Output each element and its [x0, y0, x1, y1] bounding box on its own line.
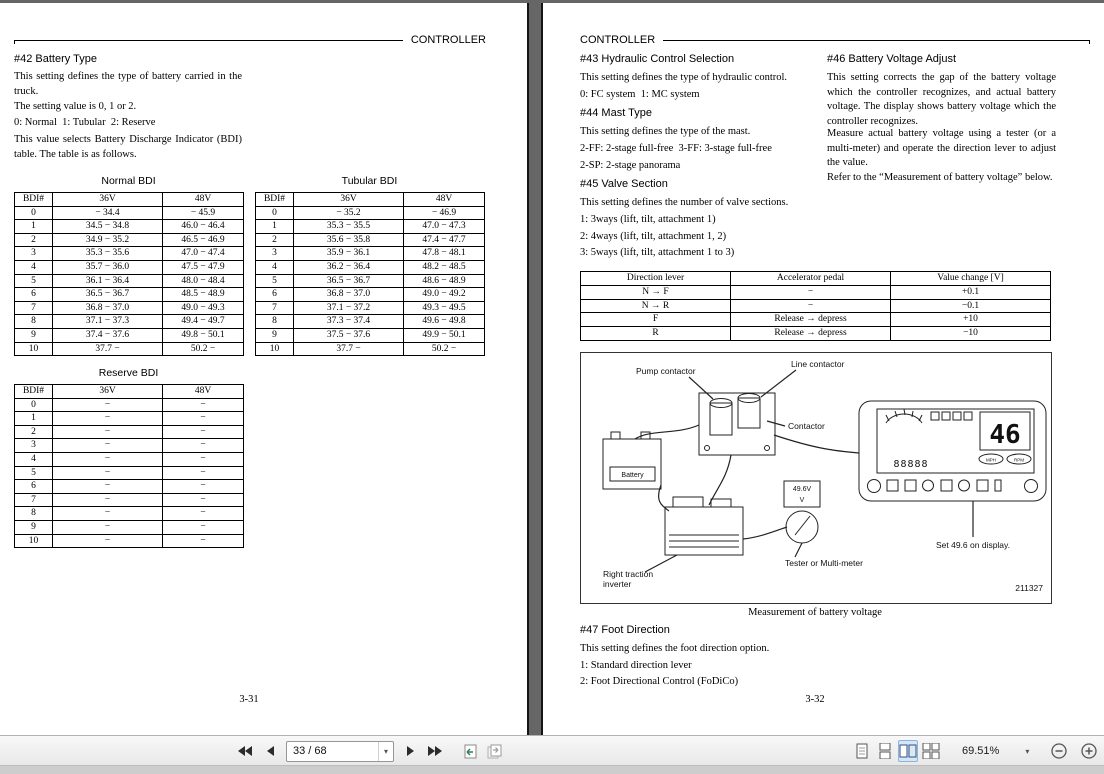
page-number-value: 33 / 68: [293, 745, 327, 757]
table-cell: 47.4 − 47.7: [404, 233, 485, 247]
table-cell: 4: [15, 260, 53, 274]
table-cell: 35.3 − 35.5: [294, 220, 404, 234]
option-line: 2: 4ways (lift, tilt, attachment 1, 2): [580, 231, 727, 242]
table-cell: 35.3 − 35.6: [53, 247, 163, 261]
table-row: [581, 285, 1051, 299]
table-cell: −: [53, 439, 163, 453]
table-cell: −: [163, 439, 244, 453]
table-header-cell: 48V: [404, 193, 485, 207]
battery-voltage-diagram: [581, 353, 1051, 603]
figure-number: 211327: [1015, 583, 1043, 593]
table-cell: 0: [15, 206, 53, 220]
next-view-icon: [486, 743, 504, 760]
table-cell: −: [53, 412, 163, 426]
table-cell: +0.1: [891, 285, 1051, 299]
table-cell: 10: [15, 342, 53, 356]
table-cell: 3: [15, 439, 53, 453]
table-cell: 37.3 − 37.4: [294, 315, 404, 329]
table-cell: 35.7 − 36.0: [53, 260, 163, 274]
gauge-arc: [886, 414, 922, 423]
pump-contactor-label: Pump contactor: [636, 366, 696, 376]
table-cell: −: [163, 452, 244, 466]
table-cell: 37.1 − 37.2: [294, 301, 404, 315]
option-line: 1: 3ways (lift, tilt, attachment 1): [580, 214, 716, 225]
table-cell: 48.2 − 48.5: [404, 260, 485, 274]
table-cell: 2: [15, 233, 53, 247]
table-cell: 35.9 − 36.1: [294, 247, 404, 261]
previous-view-button[interactable]: [461, 740, 479, 762]
table-cell: 46.5 − 46.9: [163, 233, 244, 247]
display-screw-left: [868, 480, 881, 493]
battery-voltage-figure: [580, 352, 1052, 604]
table-cell: 46.0 − 46.4: [163, 220, 244, 234]
wire: [774, 435, 859, 453]
table-caption: Normal BDI: [101, 175, 156, 187]
paragraph: This setting defines the foot direction option.: [580, 643, 770, 654]
page-header: [580, 34, 1090, 46]
table-row: [15, 425, 244, 439]
leader-line: [795, 543, 802, 557]
paragraph: Refer to the “Measurement of battery voltage” below.: [827, 172, 1053, 183]
previous-page-icon: [266, 746, 275, 756]
header-rule: [14, 40, 403, 41]
table-cell: 35.6 − 35.8: [294, 233, 404, 247]
table-cell: 37.4 − 37.6: [53, 328, 163, 342]
table-cell: −: [163, 534, 244, 548]
page-number: 3-32: [805, 694, 825, 705]
table-row: [256, 342, 485, 356]
last-page-icon: [427, 746, 443, 756]
section-44-title: #44 Mast Type: [580, 107, 652, 119]
table-cell: 36.5 − 36.7: [294, 274, 404, 288]
table-row: [15, 466, 244, 480]
value-change-table: [580, 271, 1051, 341]
table-cell: 5: [15, 466, 53, 480]
table-cell: 36.2 − 36.4: [294, 260, 404, 274]
table-row: [256, 220, 485, 234]
option-line: 0: Normal 1: Tubular 2: Reserve: [14, 117, 156, 128]
paragraph: This setting defines the type of battery carried in the truck.: [14, 71, 242, 97]
table-row: [15, 233, 244, 247]
display-value-text: 46: [989, 420, 1021, 450]
display-mph-text: MPH: [986, 457, 996, 463]
table-cell: 49.3 − 49.5: [404, 301, 485, 315]
table-row: [15, 342, 244, 356]
tester-label: Tester or Multi-meter: [785, 558, 863, 568]
table-cell: 36.8 − 37.0: [294, 288, 404, 302]
table-header-cell: BDI#: [256, 193, 294, 207]
next-page-button[interactable]: [401, 740, 419, 762]
table-cell: −: [163, 480, 244, 494]
reserve-bdi-table: [14, 384, 244, 548]
table-cell: 36.1 − 36.4: [53, 274, 163, 288]
table-header-cell: Value change [V]: [891, 272, 1051, 286]
table-cell: −: [163, 520, 244, 534]
table-cell: 49.0 − 49.2: [404, 288, 485, 302]
table-cell: R: [581, 327, 731, 341]
table-cell: 2: [15, 425, 53, 439]
table-row: [15, 452, 244, 466]
page-dropdown-caret-icon[interactable]: ▾: [378, 742, 393, 761]
table-cell: 34.9 − 35.2: [53, 233, 163, 247]
section-47-title: #47 Foot Direction: [580, 624, 670, 636]
table-caption: Tubular BDI: [341, 175, 398, 187]
paragraph: This setting defines the number of valve sections.: [580, 197, 789, 208]
table-cell: Release → depress: [731, 327, 891, 341]
table-cell: 4: [15, 452, 53, 466]
single-page-view-button[interactable]: [852, 740, 872, 762]
table-cell: −: [163, 412, 244, 426]
inverter-drawing: [665, 497, 743, 555]
table-cell: 49.4 − 49.7: [163, 315, 244, 329]
first-page-button[interactable]: [236, 740, 254, 762]
table-row: [256, 301, 485, 315]
option-line: 2-FF: 2-stage full-free 3-FF: 3-stage full-free: [580, 143, 772, 154]
table-cell: −: [53, 480, 163, 494]
section-45-title: #45 Valve Section: [580, 178, 668, 190]
table-cell: −: [731, 299, 891, 313]
zoom-dropdown-caret-icon[interactable]: ▾: [1025, 746, 1030, 756]
table-cell: 48.0 − 48.4: [163, 274, 244, 288]
header-rule: [663, 40, 1090, 41]
display-odometer-text: 88888: [893, 459, 929, 470]
table-cell: 5: [256, 274, 294, 288]
table-cell: −: [53, 398, 163, 412]
table-cell: 48.5 − 48.9: [163, 288, 244, 302]
normal-bdi-table: [14, 192, 244, 356]
table-header-row: [15, 193, 244, 207]
paragraph: This value selects Battery Discharge Indicator (BDI) table. The table is as follows.: [14, 134, 242, 160]
table-cell: 8: [15, 507, 53, 521]
table-header-row: [256, 193, 485, 207]
option-line: 1: Standard direction lever: [580, 660, 692, 671]
table-cell: 6: [15, 288, 53, 302]
table-cell: 47.8 − 48.1: [404, 247, 485, 261]
first-page-icon: [237, 746, 253, 756]
table-cell: 49.6 − 49.8: [404, 315, 485, 329]
display-drawing: [859, 401, 1046, 501]
table-header-cell: Direction lever: [581, 272, 731, 286]
table-cell: Release → depress: [731, 313, 891, 327]
table-cell: 8: [256, 315, 294, 329]
table-header-cell: BDI#: [15, 385, 53, 399]
wire: [709, 455, 731, 505]
table-row: [15, 439, 244, 453]
table-row: [256, 274, 485, 288]
table-row: [15, 412, 244, 426]
table-row: [15, 301, 244, 315]
table-header-row: [15, 385, 244, 399]
status-bar: [0, 765, 1104, 774]
table-header-row: [581, 272, 1051, 286]
table-row: [256, 206, 485, 220]
table-header-cell: 36V: [53, 385, 163, 399]
table-cell: 50.2 −: [404, 342, 485, 356]
header-title: CONTROLLER: [410, 34, 486, 46]
table-row: [256, 315, 485, 329]
table-cell: N → F: [581, 285, 731, 299]
viewer-toolbar: [0, 735, 1104, 766]
table-cell: 47.0 − 47.4: [163, 247, 244, 261]
table-caption: Reserve BDI: [98, 367, 159, 379]
inverter-label-line1: Right traction: [603, 569, 654, 579]
contactor-label: Contactor: [788, 421, 825, 431]
page-navigation: [236, 736, 504, 766]
section-42-title: #42 Battery Type: [14, 53, 97, 65]
table-cell: 3: [15, 247, 53, 261]
zoom-out-button[interactable]: [1051, 743, 1067, 759]
table-cell: 0: [15, 398, 53, 412]
table-cell: −: [53, 466, 163, 480]
table-row: [256, 328, 485, 342]
table-cell: 7: [15, 301, 53, 315]
dashboard-indicator-icons: [887, 480, 1001, 491]
zoom-in-icon: [1081, 743, 1097, 759]
table-row: [15, 534, 244, 548]
table-row: [581, 299, 1051, 313]
table-header-cell: 36V: [294, 193, 404, 207]
set-display-label: Set 49.6 on display.: [935, 540, 1011, 550]
next-page-icon: [406, 746, 415, 756]
table-row: [581, 313, 1051, 327]
table-cell: 49.0 − 49.3: [163, 301, 244, 315]
table-cell: −: [53, 520, 163, 534]
last-page-button[interactable]: [426, 740, 444, 762]
paragraph: This setting defines the type of the mast.: [580, 126, 751, 137]
table-cell: 49.8 − 50.1: [163, 328, 244, 342]
paragraph: The setting value is 0, 1 or 2.: [14, 101, 137, 112]
table-cell: − 35.2: [294, 206, 404, 220]
option-line: 3: 5ways (lift, tilt, attachment 1 to 3): [580, 247, 735, 258]
table-cell: 36.5 − 36.7: [53, 288, 163, 302]
table-cell: 6: [256, 288, 294, 302]
table-cell: 2: [256, 233, 294, 247]
table-cell: −: [53, 452, 163, 466]
table-cell: 10: [15, 534, 53, 548]
table-cell: 10: [256, 342, 294, 356]
table-cell: 37.7 −: [294, 342, 404, 356]
table-cell: 7: [256, 301, 294, 315]
table-cell: − 45.9: [163, 206, 244, 220]
table-cell: −: [163, 398, 244, 412]
table-cell: −0.1: [891, 299, 1051, 313]
option-line: 2: Foot Directional Control (FoDiCo): [580, 676, 739, 687]
table-cell: 9: [256, 328, 294, 342]
page-number-input[interactable]: [286, 741, 394, 762]
meter-unit-text: V: [799, 497, 805, 504]
table-cell: 50.2 −: [163, 342, 244, 356]
table-cell: 34.5 − 34.8: [53, 220, 163, 234]
table-cell: −: [53, 534, 163, 548]
table-cell: 4: [256, 260, 294, 274]
table-cell: F: [581, 313, 731, 327]
line-contactor-label: Line contactor: [791, 359, 845, 369]
table-row: [256, 288, 485, 302]
section-43-title: #43 Hydraulic Control Selection: [580, 53, 735, 65]
wire: [743, 527, 787, 539]
display-screw-right: [1025, 480, 1038, 493]
previous-view-icon: [461, 743, 479, 760]
previous-page-button[interactable]: [261, 740, 279, 762]
facing-pages-view-button[interactable]: [898, 740, 918, 762]
table-header-cell: 48V: [163, 193, 244, 207]
zoom-in-button[interactable]: [1081, 743, 1097, 759]
table-row: [15, 493, 244, 507]
table-cell: 47.5 − 47.9: [163, 260, 244, 274]
facing-continuous-view-icon: [922, 743, 940, 759]
table-cell: 6: [15, 480, 53, 494]
leader-line: [761, 370, 796, 397]
table-cell: −: [53, 493, 163, 507]
table-cell: 48.6 − 48.9: [404, 274, 485, 288]
table-row: [15, 247, 244, 261]
battery-bar-icons: [931, 412, 972, 420]
next-view-button[interactable]: [486, 740, 504, 762]
table-cell: 37.1 − 37.3: [53, 315, 163, 329]
figure-caption: Measurement of battery voltage: [748, 607, 882, 618]
option-line: 0: FC system 1: MC system: [580, 89, 700, 100]
table-cell: 3: [256, 247, 294, 261]
table-cell: −10: [891, 327, 1051, 341]
table-row: [15, 274, 244, 288]
inverter-label-line2: inverter: [603, 579, 632, 589]
table-cell: 37.7 −: [53, 342, 163, 356]
table-cell: 36.8 − 37.0: [53, 301, 163, 315]
table-cell: +10: [891, 313, 1051, 327]
table-row: [256, 260, 485, 274]
table-row: [15, 398, 244, 412]
zoom-out-icon: [1051, 743, 1067, 759]
table-cell: 1: [15, 220, 53, 234]
page-number: 3-31: [239, 694, 259, 705]
table-row: [15, 206, 244, 220]
leader-line: [767, 421, 785, 426]
leader-line: [689, 377, 713, 399]
page-header: [14, 34, 486, 46]
table-cell: 7: [15, 493, 53, 507]
table-row: [15, 328, 244, 342]
gauge-ticks: [886, 409, 922, 421]
table-row: [15, 220, 244, 234]
table-header-cell: Accelerator pedal: [731, 272, 891, 286]
table-cell: −: [53, 425, 163, 439]
tubular-bdi-table: [255, 192, 485, 356]
battery-label: Battery: [621, 472, 644, 479]
table-row: [15, 288, 244, 302]
section-46-title: #46 Battery Voltage Adjust: [827, 53, 957, 65]
table-cell: −: [163, 507, 244, 521]
single-page-view-icon: [855, 743, 869, 759]
table-cell: − 34.4: [53, 206, 163, 220]
table-cell: 5: [15, 274, 53, 288]
continuous-view-icon: [878, 743, 892, 759]
table-row: [15, 260, 244, 274]
table-cell: −: [163, 425, 244, 439]
contactor-drawing: [699, 393, 775, 455]
paragraph: This setting defines the type of hydraulic control.: [580, 72, 788, 83]
table-cell: −: [731, 285, 891, 299]
table-cell: 9: [15, 328, 53, 342]
view-controls: [852, 736, 1097, 766]
option-line: 2-SP: 2-stage panorama: [580, 160, 681, 171]
facing-continuous-view-button[interactable]: [921, 740, 941, 762]
paragraph: This setting corrects the gap of the battery voltage which the controller recognizes, and actual battery voltage. The display shows battery voltage which the controller recognizes.: [827, 72, 1056, 127]
continuous-view-button[interactable]: [875, 740, 895, 762]
table-row: [256, 233, 485, 247]
table-header-cell: 36V: [53, 193, 163, 207]
table-row: [256, 247, 485, 261]
table-cell: 1: [256, 220, 294, 234]
table-cell: 0: [256, 206, 294, 220]
paragraph: Measure actual battery voltage using a tester (or a multi-meter) and operate the direction lever to adjust the value.: [827, 128, 1056, 168]
table-cell: 37.5 − 37.6: [294, 328, 404, 342]
table-header-cell: 48V: [163, 385, 244, 399]
table-cell: 8: [15, 315, 53, 329]
table-row: [581, 327, 1051, 341]
zoom-level[interactable]: 69.51%: [962, 745, 1000, 757]
battery-drawing: [603, 432, 661, 489]
table-cell: − 46.9: [404, 206, 485, 220]
table-cell: 49.9 − 50.1: [404, 328, 485, 342]
page-left: [0, 3, 529, 735]
table-cell: −: [163, 466, 244, 480]
table-cell: N → R: [581, 299, 731, 313]
table-row: [15, 480, 244, 494]
page-right: [541, 3, 1104, 735]
table-cell: 9: [15, 520, 53, 534]
table-header-cell: BDI#: [15, 193, 53, 207]
display-rpm-text: RPM: [1014, 457, 1024, 463]
table-cell: 1: [15, 412, 53, 426]
table-cell: −: [53, 507, 163, 521]
facing-pages-view-icon: [899, 743, 917, 759]
meter-voltage-text: 49.6V: [792, 486, 812, 493]
table-row: [15, 507, 244, 521]
multimeter-drawing: [784, 481, 820, 543]
header-title: CONTROLLER: [580, 34, 656, 46]
table-row: [15, 520, 244, 534]
table-cell: −: [163, 493, 244, 507]
table-cell: 47.0 − 47.3: [404, 220, 485, 234]
table-row: [15, 315, 244, 329]
